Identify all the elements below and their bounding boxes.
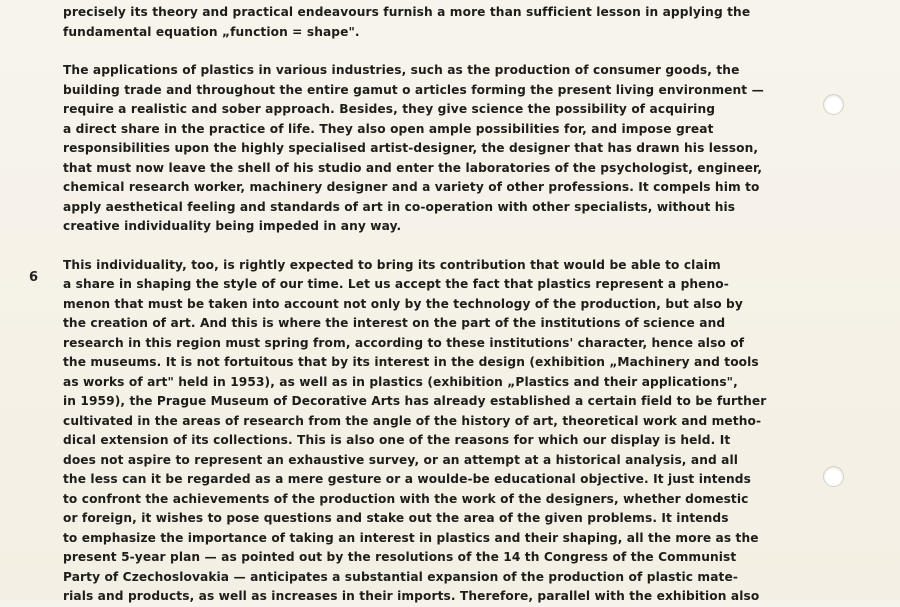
- text-line: the less can it be regarded as a mere gesture or a woulde-be educational objective. It just intends: [63, 472, 751, 486]
- text-line: as works of art" held in 1953), as well as in plastics (exhibition „Plastics and their applications",: [63, 374, 738, 389]
- body-text: [63, 3, 767, 607]
- text-line: in 1959), the Prague Museum of Decorative Arts has already established a certain field to be further: [63, 394, 767, 408]
- text-line: chemical research worker, machinery designer and a variety of other professions. It compels him to: [63, 180, 760, 194]
- text-line: a share in shaping the style of our time. Let us accept the fact that plastics represent a pheno-: [63, 277, 729, 291]
- text-line: does not aspire to represent an exhaustive survey, or an attempt at a historical analysis, and all: [63, 452, 739, 467]
- text-line: responsibilities upon the highly specialised artist-designer, the designer that has drawn his lesson,: [63, 141, 759, 155]
- binder-hole: [823, 94, 844, 115]
- text-line: research in this region must spring from, according to these institutions' character, hence also of: [63, 335, 745, 350]
- text-line: menon that must be taken into account not only by the technology of the production, but also by: [63, 296, 743, 311]
- text-line: precisely its theory and practical endeavours furnish a more than sufficient lesson in applying the: [63, 5, 751, 19]
- binder-hole: [823, 466, 844, 487]
- text-line: creative individuality being impeded in any way.: [63, 219, 402, 233]
- text-line: apply aesthetical feeling and standards of art in co-operation with other specialists, without his: [63, 199, 736, 214]
- text-line: dical extension of its collections. This is also one of the reasons for which our display is held. It: [63, 433, 731, 447]
- text-line: rials and products, as well as increases in their imports. Therefore, parallel with the exhibition also: [63, 589, 760, 603]
- text-line: to confront the achievements of the production with the work of the designers, whether domestic: [63, 491, 749, 506]
- text-line: Party of Czechoslovakia — anticipates a substantial expansion of the production of plastic mate-: [63, 569, 738, 584]
- paragraph-spacer: [63, 237, 672, 256]
- text-line: The applications of plastics in various industries, such as the production of consumer goods, the: [63, 63, 740, 77]
- text-line: require a realistic and sober approach. Besides, they give science the possibility of acquiring: [63, 102, 716, 116]
- text-line: fundamental equation „function = shape".: [63, 24, 360, 39]
- text-line: present 5-year plan — as pointed out by the resolutions of the 14 th Congress of the Communist: [63, 550, 737, 564]
- text-line: that must now leave the shell of his studio and enter the laboratories of the psychologist, engineer,: [63, 160, 763, 175]
- text-line: to emphasize the importance of taking an interest in plastics and their shaping, all the more as the: [63, 530, 759, 545]
- text-line: the creation of art. And this is where the interest on the part of the institutions of science and: [63, 316, 726, 330]
- text-line: a direct share in the practice of life. They also open ample possibilities for, and impose great: [63, 121, 714, 136]
- text-line: the museums. It is not fortuitous that by its interest in the design (exhibition „Machinery and tools: [63, 355, 759, 369]
- text-line: or foreign, it wishes to pose questions and stake out the area of the given problems. It intends: [63, 511, 729, 525]
- page-number: 6: [29, 270, 39, 285]
- text-line: cultivated in the areas of research from the angle of the history of art, theoretical work and metho-: [63, 413, 762, 428]
- text-line: building trade and throughout the entire gamut o articles forming the present living environment —: [63, 82, 764, 97]
- text-line: This individuality, too, is rightly expected to bring its contribution that would be able to claim: [63, 257, 721, 272]
- paragraph-spacer: [63, 42, 672, 61]
